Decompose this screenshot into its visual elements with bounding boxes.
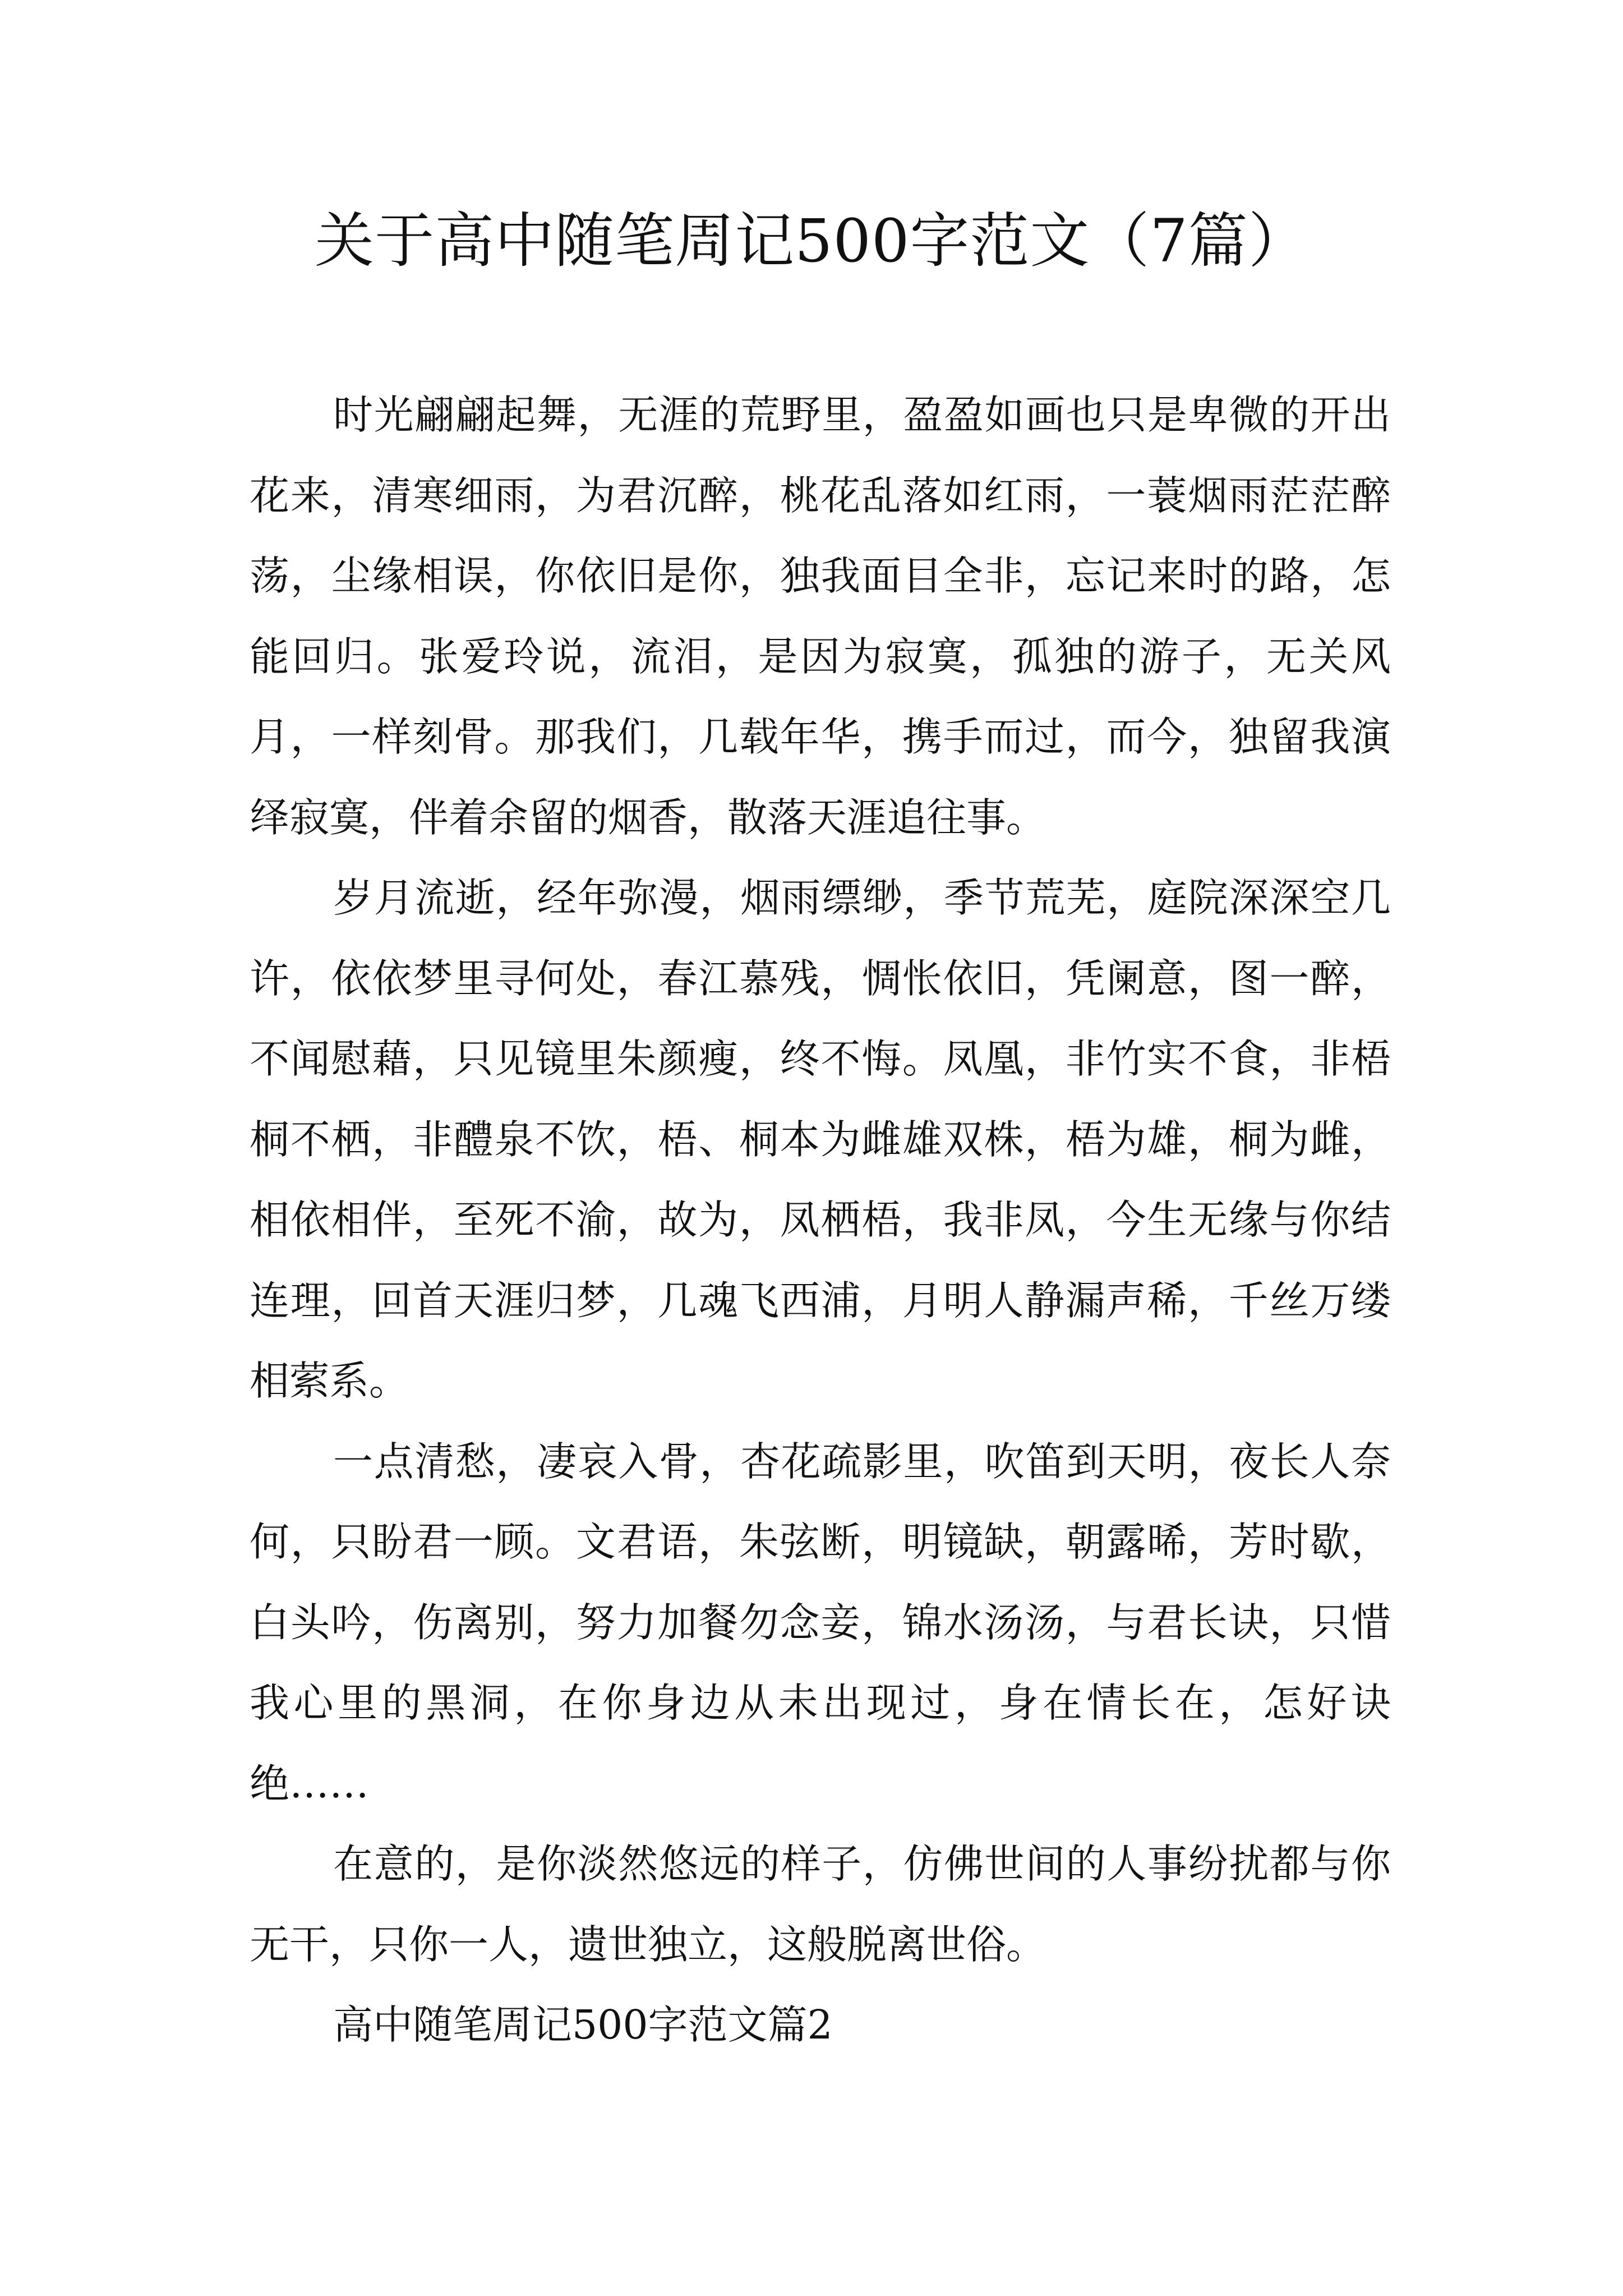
paragraph-2: 岁月流逝，经年弥漫，烟雨缥缈，季节荒芜，庭院深深空几许，依依梦里寻何处，春江慕残，惆怅依旧，凭阑意，图一醉，不闻慰藉，只见镜里朱颜瘦，终不悔。凤凰，非竹实不食，非梧桐不栖，非醴泉不饮，梧、桐本为雌雄双株，梧为雄，桐为雌，相依相伴，至死不渝，故为，凤栖梧，我非凤，今生无缘与你结连理，回首天涯归梦，几魂飞西浦，月明人静漏声稀，千丝万缕相萦系。 <box>250 875 1391 1404</box>
document-body <box>250 375 1391 2065</box>
paragraph-3: 一点清愁，凄哀入骨，杏花疏影里，吹笛到天明，夜长人奈何，只盼君一顾。文君语，朱弦断，明镜缺，朝露晞，芳时歇，白头吟，伤离别，努力加餐勿念妾，锦水汤汤，与君长诀，只惜我心里的黑洞，在你身边从未出现过，身在情长在，怎好诀绝…… <box>250 1438 1391 1807</box>
paragraph-1: 时光翩翩起舞，无涯的荒野里，盈盈如画也只是卑微的开出花来，清寒细雨，为君沉醉，桃花乱落如红雨，一蓑烟雨茫茫醉荡，尘缘相误，你依旧是你，独我面目全非，忘记来时的路，怎能回归。张爱玲说，流泪，是因为寂寞，孤独的游子，无关风月，一样刻骨。那我们，几载年华，携手而过，而今，独留我演绎寂寞，伴着余留的烟香，散落天涯追往事。 <box>250 392 1391 841</box>
document-title: 关于高中随笔周记500字范文（7篇） <box>315 206 1308 275</box>
paragraph-4: 在意的，是你淡然悠远的样子，仿佛世间的人事纷扰都与你无干，只你一人，遗世独立，这般脱离世俗。 <box>250 1841 1391 1968</box>
section-heading-2: 高中随笔周记500字范文篇2 <box>333 2001 833 2048</box>
